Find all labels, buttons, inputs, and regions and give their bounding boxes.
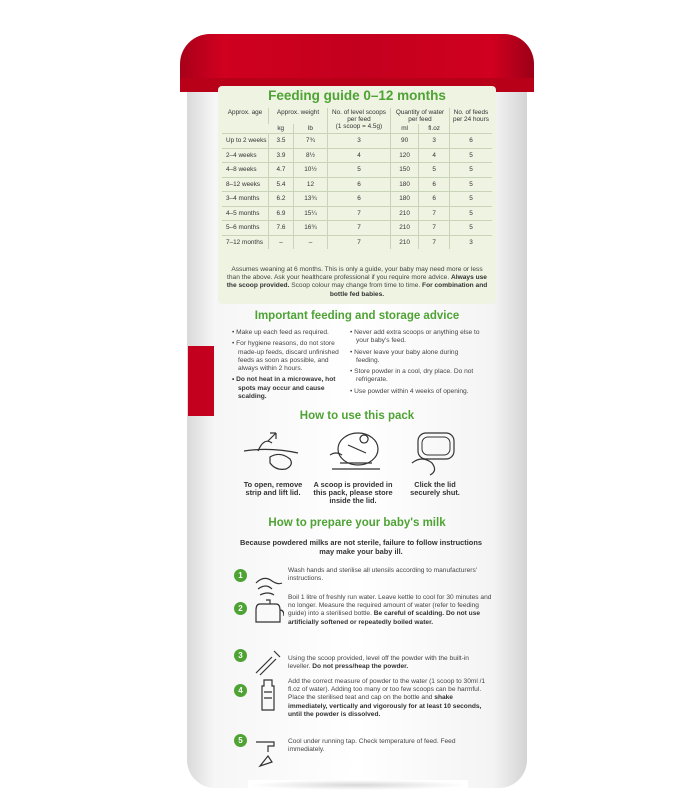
- table-cell-kg: 6.2: [269, 192, 294, 207]
- table-cell-age: Up to 2 weeks: [222, 134, 269, 149]
- header-weight: Approx. weight: [269, 108, 328, 124]
- how-to-use-title: How to use this pack: [299, 410, 415, 422]
- table-cell-feeds: 5: [450, 192, 493, 207]
- table-cell-ml: 90: [390, 134, 418, 149]
- step-number: 3: [234, 649, 247, 662]
- table-cell-feeds: 6: [450, 134, 493, 149]
- table-cell-ml: 210: [390, 235, 418, 249]
- step-text-plain: Using the scoop provided, level off the powder with the built-in leveller.: [288, 655, 469, 671]
- table-cell-kg: 4.7: [269, 163, 294, 178]
- header-water: Quantity of water per feed: [390, 108, 449, 124]
- table-cell-scoops: 5: [327, 163, 390, 178]
- step-text: [288, 738, 492, 754]
- feeding-guide-title: Feeding guide 0–12 months: [268, 88, 446, 103]
- step-text-plain: Wash hands and sterilise all utensils according to manufacturers' instructions.: [288, 567, 478, 583]
- table-row: [222, 163, 492, 178]
- table-cell-lb: 8½: [293, 148, 327, 163]
- prepare-step-4: [230, 678, 500, 732]
- table-cell-feeds: 3: [450, 235, 493, 249]
- advice-right-column: [350, 329, 480, 399]
- table-cell-ml: 210: [390, 206, 418, 221]
- table-row: [222, 192, 492, 207]
- table-row: [222, 177, 492, 192]
- table-cell-feeds: 5: [450, 163, 493, 178]
- table-cell-lb: 13¾: [293, 192, 327, 207]
- table-cell-kg: 5.4: [269, 177, 294, 192]
- prepare-step-5: [230, 734, 500, 778]
- click-lid-icon: [404, 427, 464, 477]
- table-cell-scoops: 4: [327, 148, 390, 163]
- table-cell-lb: –: [293, 235, 327, 249]
- table-cell-scoops: 7: [327, 235, 390, 249]
- bottle-icon: [252, 678, 284, 712]
- tap-icon: [252, 734, 284, 768]
- table-row: [222, 235, 492, 249]
- advice-title: Important feeding and storage advice: [254, 310, 460, 322]
- table-row: [222, 148, 492, 163]
- step-text-bold: shake immediately, vertically and vigorously for at least 10 seconds, until the powder is dissolved.: [288, 694, 482, 718]
- header-scoops-label: No. of level scoops per feed: [331, 109, 386, 123]
- header-feeds: No. of feeds per 24 hours: [450, 108, 493, 134]
- table-cell-floz: 7: [419, 206, 450, 221]
- step-number: 2: [234, 602, 247, 615]
- prepare-warning: Because powdered milks are not sterile, failure to follow instructions may make your baby ill.: [240, 538, 482, 556]
- header-scoops: [327, 108, 390, 134]
- feeding-guide-note: [226, 266, 488, 299]
- table-cell-lb: 7¾: [293, 134, 327, 149]
- table-cell-feeds: 5: [450, 221, 493, 236]
- canister-red-side-stripe: [188, 346, 214, 416]
- note-text-1: Assumes weaning at 6 months. This is only a guide, your baby may need more or less than the above. Ask your healthcare professional if you require more advice.: [227, 266, 483, 282]
- table-cell-ml: 210: [390, 221, 418, 236]
- note-text-2: Always use the scoop provided.: [226, 274, 487, 290]
- table-cell-lb: 15¼: [293, 206, 327, 221]
- feeding-guide-panel: [218, 86, 496, 304]
- step-text: [288, 567, 492, 583]
- advice-item: • Store powder in a cool, dry place. Do not refrigerate.: [350, 368, 474, 384]
- table-cell-lb: 12: [293, 177, 327, 192]
- header-kg: kg: [277, 125, 285, 132]
- table-cell-floz: 5: [419, 163, 450, 178]
- table-cell-age: 5–6 months: [222, 221, 269, 236]
- advice-item: • For hygiene reasons, do not store made-up feeds, discard unfinished feeds as soon as possible, and always within 2 hours.: [232, 340, 339, 373]
- advice-item: • Never leave your baby alone during feeding.: [350, 348, 459, 364]
- how-to-use-caption-1: To open, remove strip and lift lid.: [243, 480, 303, 498]
- table-row: [222, 134, 492, 149]
- table-cell-floz: 4: [419, 148, 450, 163]
- table-cell-ml: 180: [390, 192, 418, 207]
- table-cell-floz: 6: [419, 177, 450, 192]
- prepare-step-2: [230, 594, 500, 648]
- kettle-icon: [252, 594, 284, 628]
- table-cell-kg: 3.5: [269, 134, 294, 149]
- table-cell-kg: 7.6: [269, 221, 294, 236]
- table-cell-lb: 10½: [293, 163, 327, 178]
- step-number: 5: [234, 734, 247, 747]
- note-text-4: For combination and bottle fed babies.: [329, 282, 488, 298]
- table-cell-floz: 7: [419, 221, 450, 236]
- table-cell-ml: 150: [390, 163, 418, 178]
- table-cell-feeds: 5: [450, 206, 493, 221]
- advice-item: • Use powder within 4 weeks of opening.: [350, 387, 469, 395]
- scoop-in-lid-icon: [326, 427, 386, 477]
- header-lb: lb: [293, 124, 327, 134]
- table-cell-scoops: 3: [327, 134, 390, 149]
- step-text-plain: Add the correct measure of powder to the water (1 scoop to 30ml /1 fl.oz of water). Adding too many or too few scoops can be harmful. Place the sterilised teat and cap on the bottle and: [288, 678, 486, 702]
- header-ml: ml: [390, 124, 418, 134]
- advice-item: • Never add extra scoops or anything else to your baby's feed.: [350, 329, 480, 345]
- table-cell-age: 4–5 months: [222, 206, 269, 221]
- advice-left-column: [232, 329, 344, 404]
- header-floz: fl.oz: [419, 124, 450, 134]
- table-cell-age: 8–12 weeks: [222, 177, 269, 192]
- table-cell-kg: 3.9: [269, 148, 294, 163]
- table-cell-floz: 7: [419, 235, 450, 249]
- table-cell-scoops: 7: [327, 221, 390, 236]
- canister-shadow: [248, 780, 468, 790]
- table-cell-ml: 180: [390, 177, 418, 192]
- advice-item-bold: • Do not heat in a microwave, hot spots may occur and cause scalding.: [232, 376, 336, 401]
- advice-item: • Make up each feed as required.: [232, 329, 329, 336]
- table-cell-scoops: 6: [327, 192, 390, 207]
- header-age: Approx. age: [227, 109, 263, 116]
- table-cell-kg: 6.9: [269, 206, 294, 221]
- step-text-bold: Do not press/heap the powder.: [312, 663, 409, 671]
- table-cell-age: 4–8 weeks: [222, 163, 269, 178]
- header-scoops-note: (1 scoop = 4.5g): [335, 123, 383, 130]
- table-cell-floz: 6: [419, 192, 450, 207]
- step-text-plain: Boil 1 litre of freshly run water. Leave kettle to cool for 30 minutes and no longer. Measure the required amount of water (refer to feeding guide) into a sterilised bottle.: [288, 594, 492, 618]
- table-cell-ml: 120: [390, 148, 418, 163]
- step-text: [288, 594, 492, 627]
- table-cell-age: 7–12 months: [222, 235, 269, 249]
- step-text: [288, 655, 492, 671]
- table-cell-age: 3–4 months: [222, 192, 269, 207]
- feeding-guide-table: [222, 108, 492, 249]
- table-cell-lb: 16¾: [293, 221, 327, 236]
- step-number: 1: [234, 569, 247, 582]
- note-text-3: Scoop colour may change from time to time.: [289, 282, 421, 290]
- step-number: 4: [234, 684, 247, 697]
- table-row: [222, 221, 492, 236]
- table-cell-age: 2–4 weeks: [222, 148, 269, 163]
- table-cell-kg: –: [269, 235, 294, 249]
- prepare-title: How to prepare your baby's milk: [268, 517, 446, 529]
- scoop-level-icon: [252, 645, 284, 679]
- table-cell-scoops: 7: [327, 206, 390, 221]
- table-cell-floz: 3: [419, 134, 450, 149]
- table-cell-feeds: 5: [450, 177, 493, 192]
- step-text-bold: Be careful of scalding. Do not use artificially softened or repeatedly boiled water.: [288, 610, 481, 626]
- table-cell-scoops: 6: [327, 177, 390, 192]
- table-row: [222, 206, 492, 221]
- open-pack-icon: [240, 427, 302, 475]
- step-text-plain: Cool under running tap. Check temperature of feed. Feed immediately.: [288, 738, 456, 754]
- how-to-use-caption-2: A scoop is provided in this pack, please store inside the lid.: [313, 480, 393, 506]
- table-cell-feeds: 5: [450, 148, 493, 163]
- step-text: [288, 678, 492, 719]
- how-to-use-caption-3: Click the lid securely shut.: [410, 480, 460, 498]
